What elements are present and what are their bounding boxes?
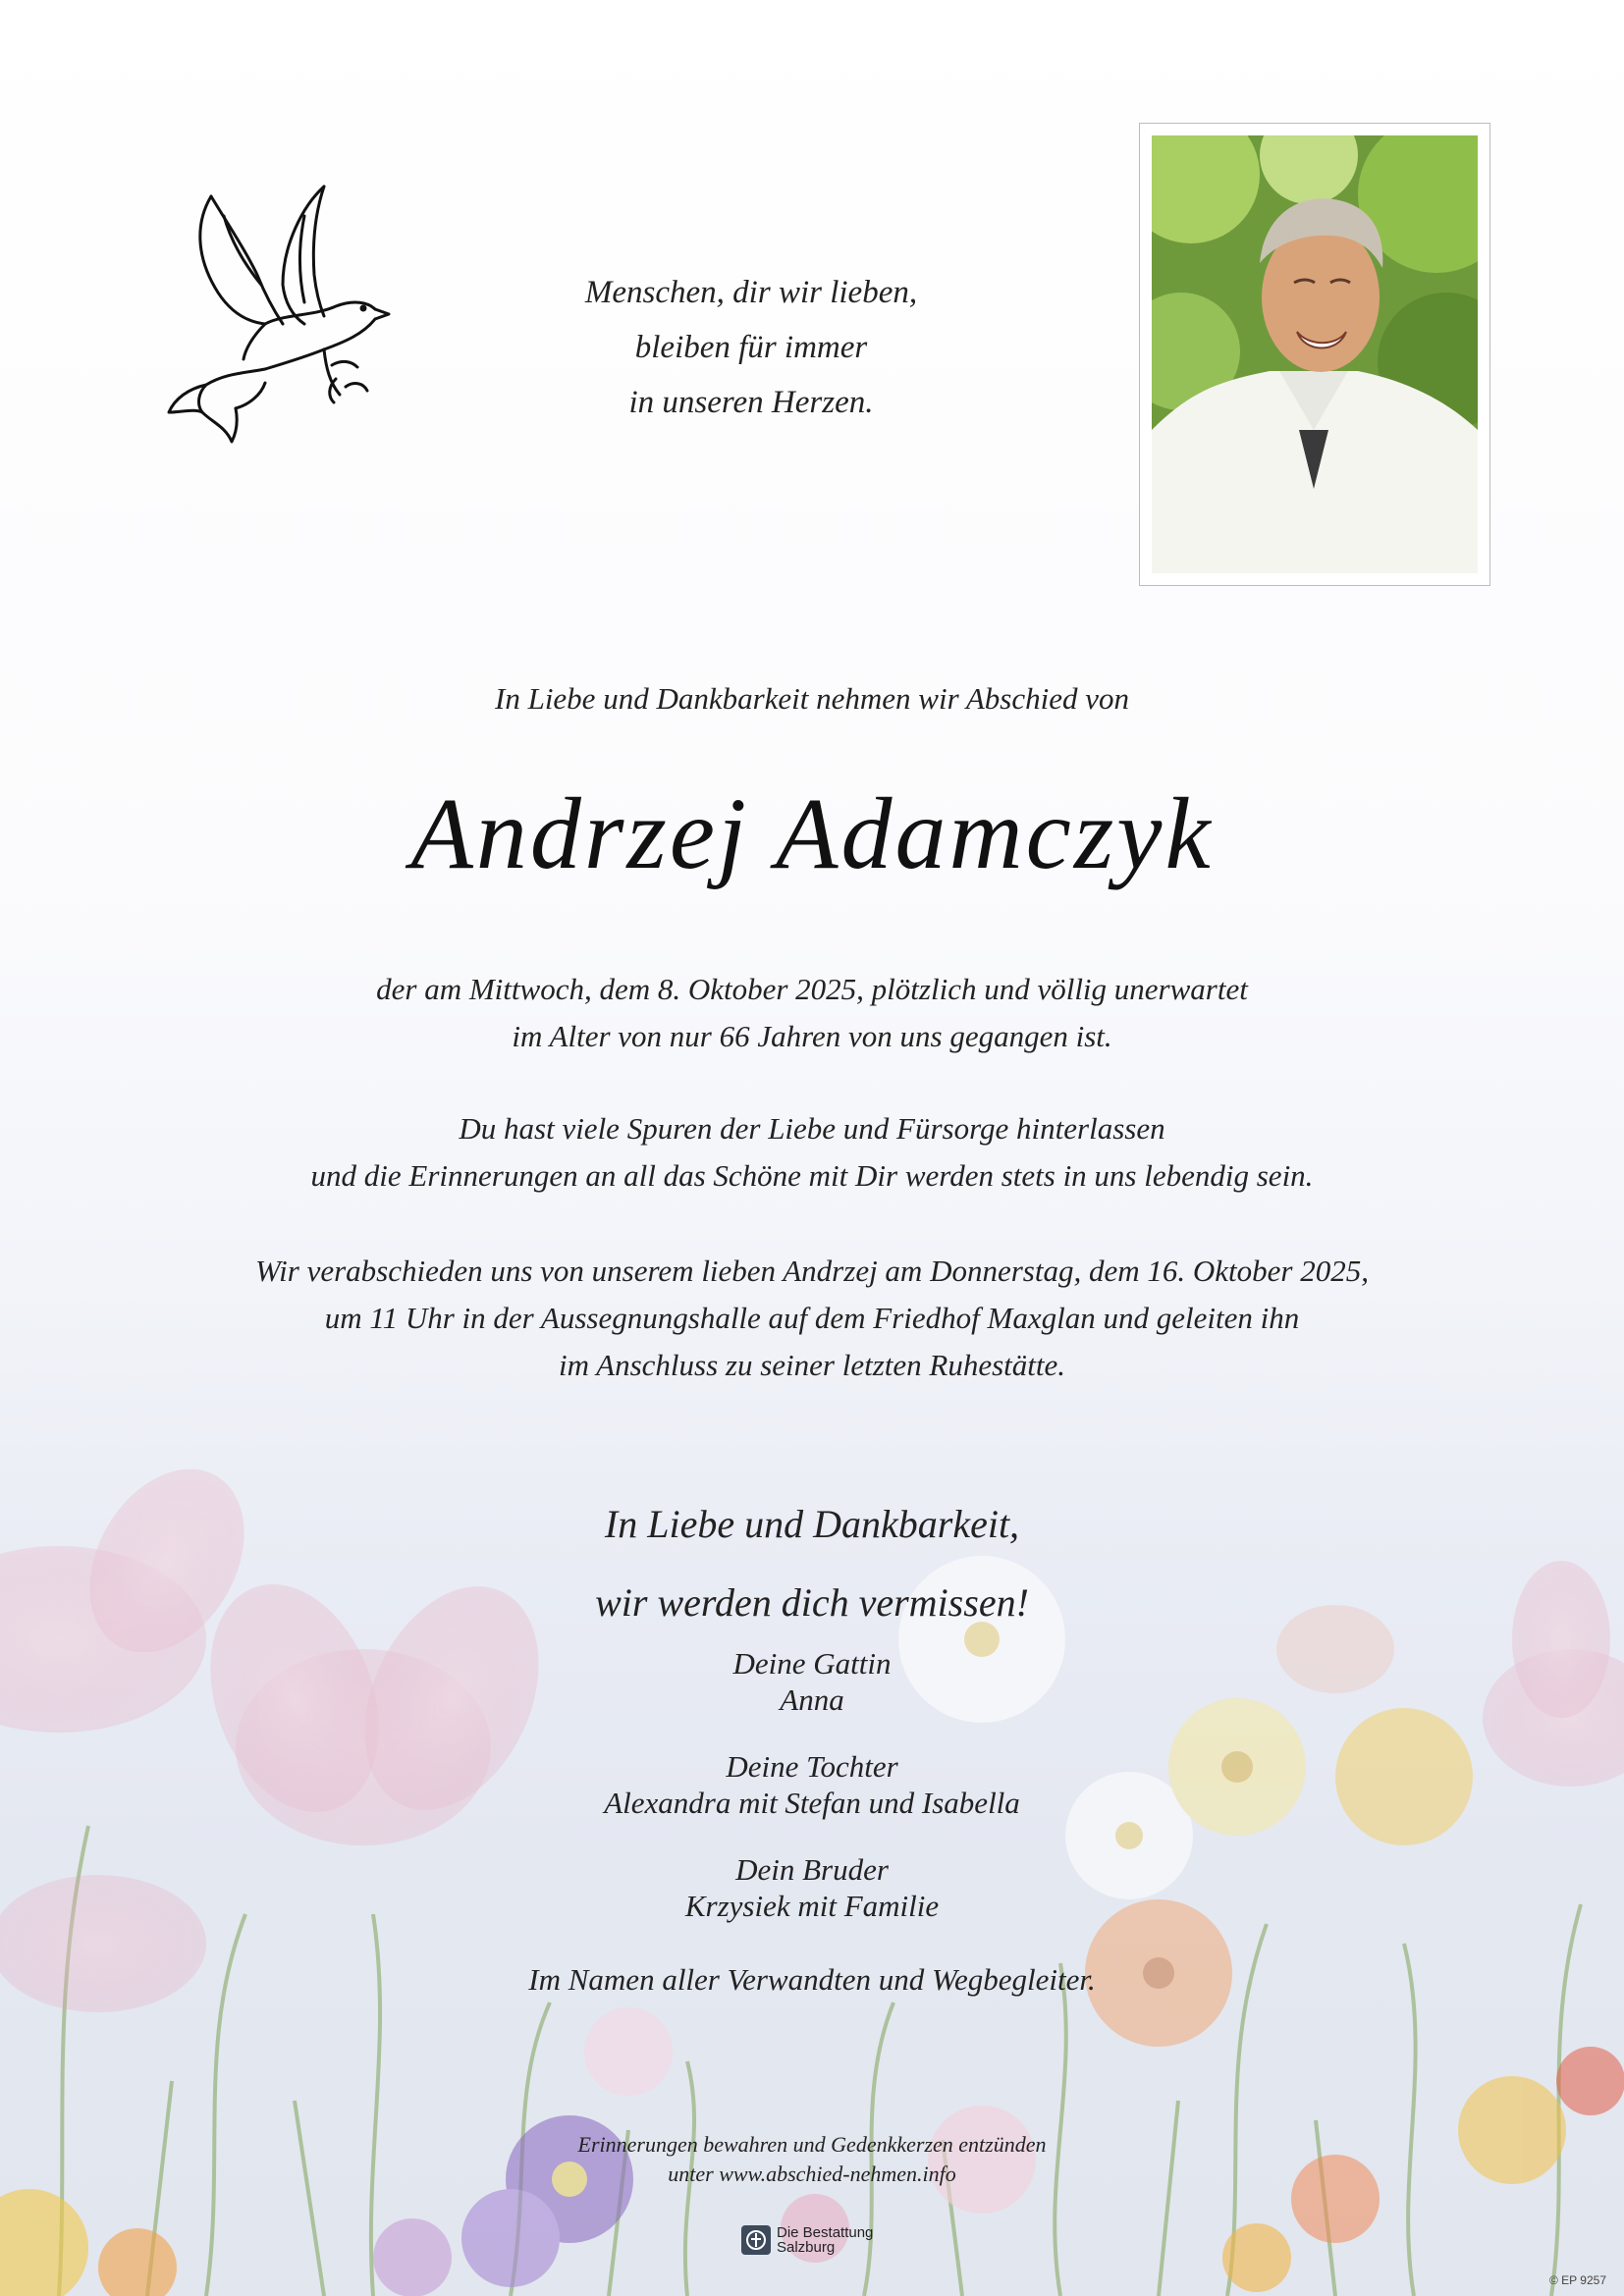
family-group [0,1645,1624,1718]
text-line: Du hast viele Spuren der Liebe und Fürsorge hinterlassen [459,1111,1165,1146]
closing-line: In Liebe und Dankbarkeit, [604,1502,1020,1546]
family-group [0,1748,1624,1821]
family-names: Alexandra mit Stefan und Isabella [604,1786,1020,1820]
family-list [0,1645,1624,1954]
death-notice-paragraph [98,966,1526,1060]
family-relation: Deine Gattin [732,1646,892,1681]
text-line: Wir verabschieden uns von unserem lieben Andrzej am Donnerstag, dem 16. Oktober 2025, [255,1254,1369,1288]
deceased-name: Andrzej Adamczyk [410,777,1214,890]
funeral-details-paragraph [98,1248,1526,1389]
family-names: Krzysiek mit Familie [684,1889,940,1923]
quote-line: in unseren Herzen. [628,385,874,420]
family-group [0,1851,1624,1924]
logo-line: Salzburg [777,2239,836,2256]
logo-mark-icon [741,2225,771,2255]
text-line: um 11 Uhr in der Aussegnungshalle auf dem Friedhof Maxglan und geleiten ihn [324,1301,1300,1335]
portrait-photo [1152,135,1478,573]
dove-with-olive-branch-icon [167,177,407,447]
funeral-home-logo [741,2222,873,2258]
text-line: und die Erinnerungen an all das Schöne mit Dir werden stets in uns lebendig sein. [310,1158,1314,1193]
quote-line: Menschen, dir wir lieben, [584,275,918,310]
footer-note [0,2130,1624,2189]
family-relation: Dein Bruder [735,1852,889,1887]
portrait-photo-frame [1139,123,1490,586]
closing-words [0,1485,1624,1642]
family-relation: Deine Tochter [726,1749,898,1784]
mourners-note: Im Namen aller Verwandten und Wegbegleiter. [528,1962,1096,1997]
logo-line: Die Bestattung [777,2224,874,2241]
quote-line: bleiben für immer [634,330,868,365]
text-line: im Anschluss zu seiner letzten Ruhestätte. [558,1348,1066,1382]
memorial-quote [511,265,992,430]
template-code: © EP 9257 [1549,2273,1606,2287]
footer-line: unter www.abschied-nehmen.info [668,2162,956,2186]
text-line: im Alter von nur 66 Jahren von uns gegangen ist. [512,1019,1112,1053]
closing-line: wir werden dich vermissen! [595,1580,1029,1625]
remembrance-paragraph [98,1105,1526,1200]
logo-text [777,2225,873,2255]
footer-line: Erinnerungen bewahren und Gedenkkerzen entzünden [577,2132,1047,2157]
family-names: Anna [780,1682,844,1717]
text-line: der am Mittwoch, dem 8. Oktober 2025, plötzlich und völlig unerwartet [376,972,1248,1006]
farewell-intro: In Liebe und Dankbarkeit nehmen wir Abschied von [495,681,1129,716]
